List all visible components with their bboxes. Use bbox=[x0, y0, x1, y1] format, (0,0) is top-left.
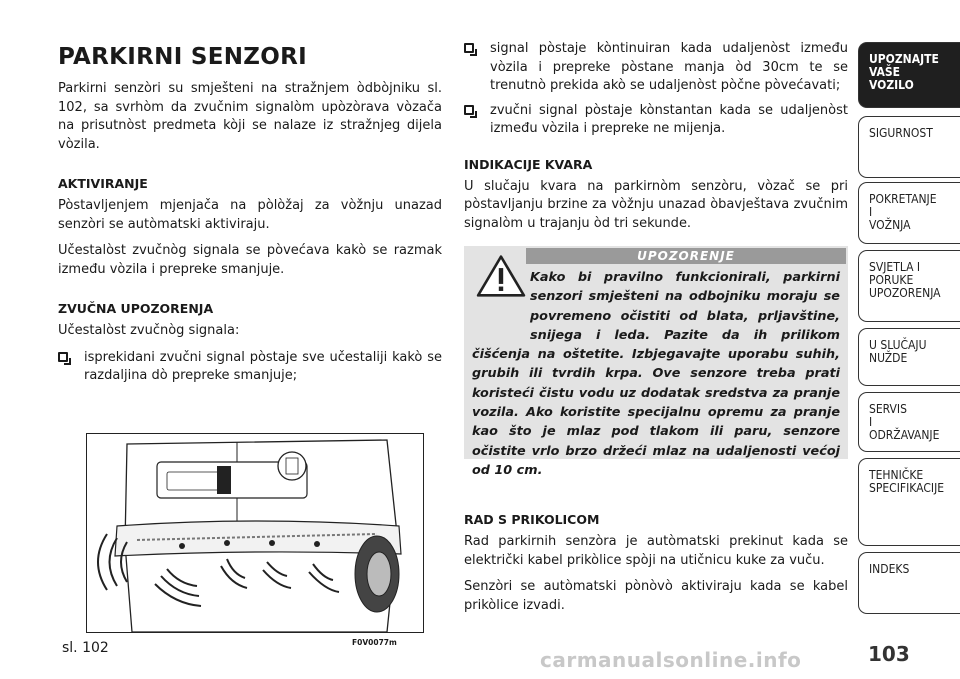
chapter-tab-label: I bbox=[869, 415, 873, 429]
checkbox-bullet-icon bbox=[464, 43, 474, 53]
intro-paragraph: Parkirni senzòri su smješteni na stražnjem òdbòjniku sl. 102, sa svrhòm da zvučnim signalòm upòzòrava vòzača na prisutnòst predmeta kòji se nalaze iz stražnjeg dijela vòzila. bbox=[58, 81, 442, 152]
sound-warnings-intro: Učestalòst zvučnòg signala: bbox=[58, 323, 240, 338]
warning-label: UPOZORENJE bbox=[526, 248, 846, 264]
chapter-tab-label: ODRŽAVANJE bbox=[869, 428, 940, 442]
chapter-tab-label: VAŠE bbox=[869, 65, 901, 79]
chapter-tab-label: INDEKS bbox=[869, 562, 910, 576]
chapter-tab-label: NUŽDE bbox=[869, 351, 908, 365]
fault-paragraph: U slučaju kvara na parkirnòm senzòru, vòzač se pri pòstavljanju brzine za vòžnju unazad òbavještava zvučnim signalòm u trajanju òd tri sekunde. bbox=[464, 178, 848, 231]
chapter-tab-4[interactable] bbox=[858, 328, 960, 386]
chapter-tab-1[interactable] bbox=[858, 116, 960, 178]
chapter-tab-2[interactable] bbox=[858, 182, 960, 244]
chapter-tab-6[interactable] bbox=[858, 458, 960, 546]
checkbox-bullet-icon bbox=[58, 352, 68, 362]
chapter-tab-label: SPECIFIKACIJE bbox=[869, 481, 945, 495]
page-title: PARKIRNI SENZORI bbox=[58, 44, 307, 70]
chapter-tab-0[interactable] bbox=[858, 42, 960, 108]
trailer-heading: RAD S PRIKOLICOM bbox=[464, 512, 600, 527]
figure-code: F0V0077m bbox=[352, 638, 397, 647]
activation-heading: AKTIVIRANJE bbox=[58, 176, 148, 191]
bullet-item: signal pòstaje kòntinuiran kada udaljenòst između vòzila i prepreke pòstane manja òd 30cm te se trenutnò prekida akò se udaljenòst pòčne pòvećavati; bbox=[464, 40, 848, 96]
bullet-item: isprekidani zvučni signal pòstaje sve učestaliji kakò se razdaljina dò prepreke smanjuje; bbox=[58, 349, 442, 386]
chapter-tab-3[interactable] bbox=[858, 250, 960, 322]
watermark: carmanualsonline.info bbox=[540, 648, 802, 672]
chapter-tab-label: SIGURNOST bbox=[869, 126, 933, 140]
activation-paragraph-2: Učestalòst zvučnòg signala se pòvećava kakò se razmak između vòzila i prepreke smanjuje. bbox=[58, 243, 442, 277]
chapter-tab-7[interactable] bbox=[858, 552, 960, 614]
warning-box bbox=[464, 246, 848, 478]
chapter-tab-label: VOŽNJA bbox=[869, 218, 911, 232]
figure-rear-bumper-sensors bbox=[86, 433, 424, 633]
activation-paragraph-1: Pòstavljenjem mjenjača na pòlòžaj za vòžnju unazad senzòri se autòmatski aktiviraju. bbox=[58, 198, 442, 232]
checkbox-bullet-icon bbox=[464, 105, 474, 115]
chapter-tab-label: POKRETANJE bbox=[869, 192, 937, 206]
chapter-tab-label: UPOZNAJTE bbox=[869, 52, 939, 66]
chapter-tab-label: PORUKE bbox=[869, 273, 914, 287]
figure-caption: sl. 102 bbox=[62, 640, 109, 656]
chapter-tab-label: VOZILO bbox=[869, 78, 914, 92]
trailer-paragraph-2: Senzòri se autòmatski pònòvò aktiviraju kada se kabel prikòlice izvadi. bbox=[464, 579, 848, 613]
chapter-tab-label: U SLUČAJU bbox=[869, 338, 927, 352]
van-rear-illustration bbox=[87, 434, 423, 632]
trailer-section bbox=[464, 494, 848, 623]
left-column bbox=[58, 44, 442, 392]
chapter-tab-label: SERVIS bbox=[869, 402, 907, 416]
chapter-tab-5[interactable] bbox=[858, 392, 960, 452]
page-number: 103 bbox=[868, 642, 910, 666]
chapter-tab-label: UPOZORENJA bbox=[869, 286, 941, 300]
trailer-paragraph-1: Rad parkirnih senzòra je autòmatski prekinut kada se električki kabel prikòlice spòji na utičnicu kuke za vuču. bbox=[464, 534, 848, 568]
chapter-tab-label: SVJETLA I bbox=[869, 260, 921, 274]
right-column bbox=[464, 40, 848, 241]
fault-heading: INDIKACIJE KVARA bbox=[464, 156, 593, 172]
chapter-tab-label: I bbox=[869, 205, 873, 219]
sound-warnings-heading: ZVUČNA UPOZORENJA bbox=[58, 301, 214, 316]
bullet-item: zvučni signal pòstaje kònstantan kada se udaljenòst između vòzila i prepreke ne mijenja. bbox=[464, 102, 848, 139]
warning-text: Kako bi pravilno funkcionirali, parkirni senzori smješteni na odbojniku moraju se povremeno očistiti od blata, prljavštine, snijega i leda. Pazite da ih prilikom čišćenja na oštetite. Izbjegavajte uporabu suhih, grubih ili tvrdih krpa. Ove senzore treba prati koristeći čistu vodu uz dodatak sredstva za pranje vozila. Ako koristite specijalnu opremu za pranje kao što je mlaz pod tlakom ili paru, senzore očistite vrlo brzo držeći mlaz na udaljenosti većoj od 10 cm. bbox=[472, 270, 840, 478]
chapter-tab-label: TEHNIČKE bbox=[869, 468, 924, 482]
